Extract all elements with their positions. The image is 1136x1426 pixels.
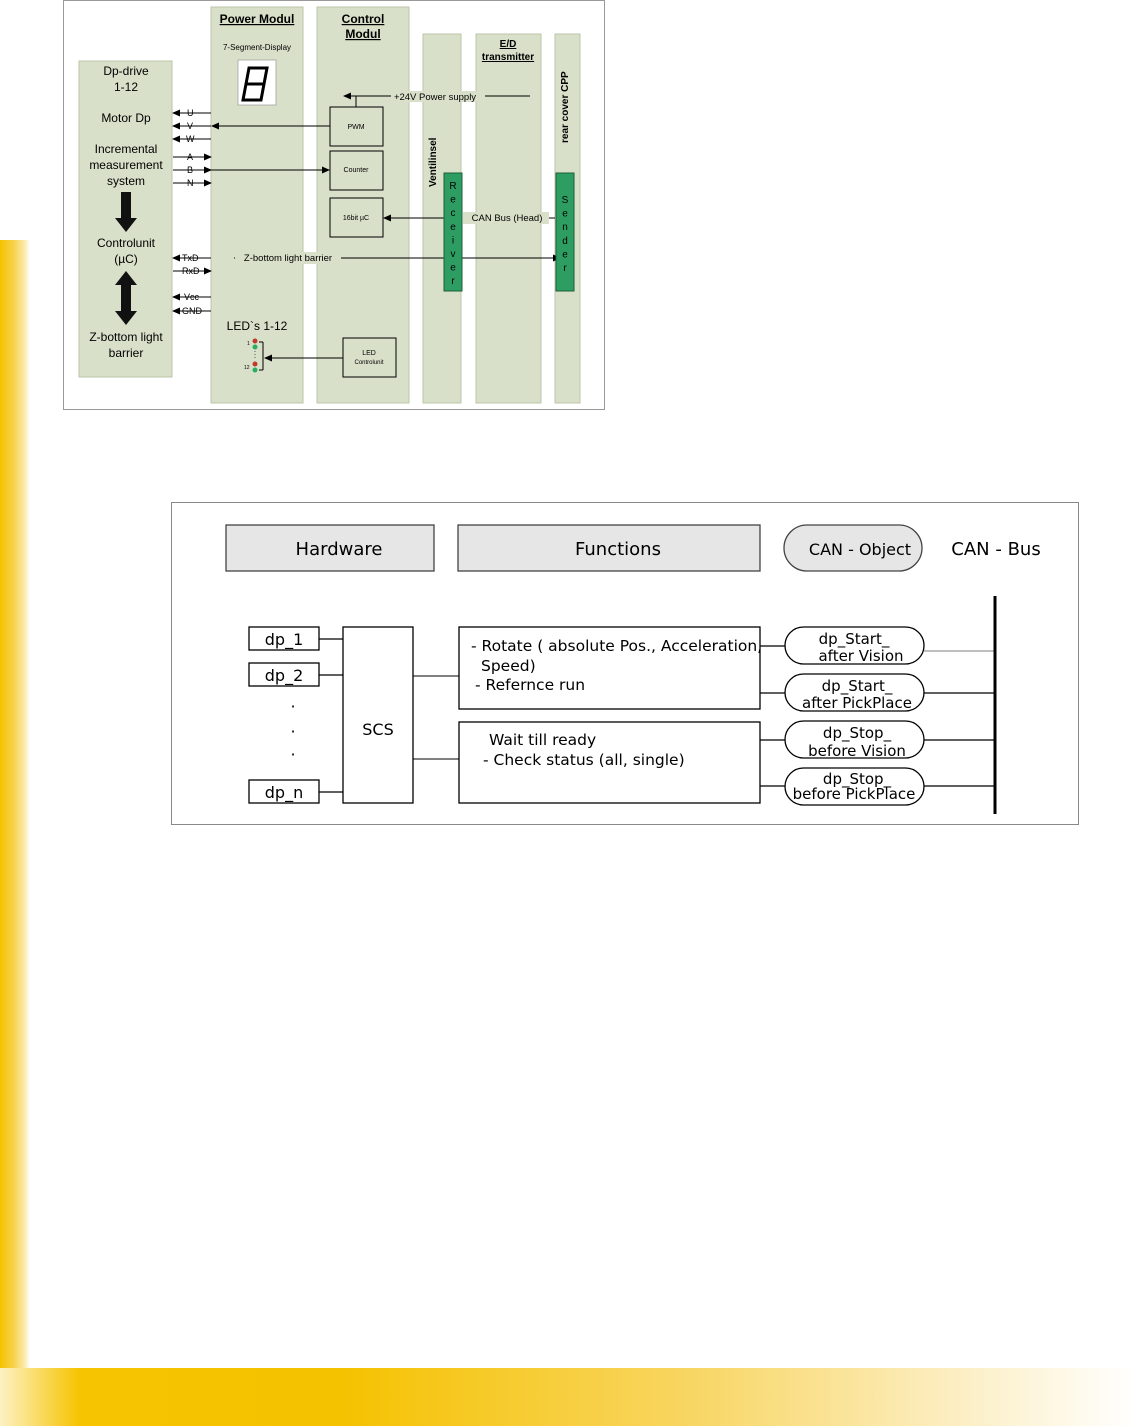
signal-gnd: GND [182,306,202,316]
receiver-letter: R [449,181,457,192]
power-module-title: Power Modul [219,12,295,26]
signal-b: B [187,165,194,175]
hardware-dp-n-label: dp_n [264,783,304,802]
power-supply-label: +24V Power supply [393,92,477,103]
hardware-dp-2-label: dp_2 [264,666,304,685]
incremental-label-line3: system [106,174,146,188]
function-wait-line2: - Check status (all, single) [483,751,685,769]
controlunit-label-line2: (µC) [114,252,138,266]
receiver-letter: v [450,249,456,260]
can-object-3-line1: dp_Stop_ [822,724,892,742]
counter-label: Counter [343,167,369,174]
rear-cover-title: rear cover CPP [560,71,571,143]
signal-u: U [187,108,194,118]
ellipsis-dot-2: · [290,722,296,741]
block-diagram [63,0,606,411]
zbottom-label-line2: barrier [108,346,144,360]
signal-n: N [187,178,194,188]
incremental-label-line1: Incremental [94,142,158,156]
led-controlunit-label-line2: Controlunit [354,360,384,366]
can-object-2-line2: after PickPlace [802,694,912,712]
can-object-4-line1: dp_Stop_ [822,770,892,788]
can-object-1-line2: after Vision [818,647,904,665]
led-index-last: 12 [244,365,250,371]
function-rotate-line2: Speed) [481,657,536,675]
signal-rxd: RxD [182,266,200,276]
scs-box [343,627,413,803]
ventilinsel-title: Ventilinsel [428,137,439,187]
left-accent-bar [0,240,30,1426]
sender-letter: e [562,249,568,261]
can-object-3-line2: before Vision [808,742,906,760]
motor-label: Motor Dp [101,111,151,125]
led-index-first: 1 [247,341,250,347]
receiver-letter: e [450,262,456,274]
dp-drive-title-line1: Dp-drive [103,64,149,78]
can-object-1-line1: dp_Start_ [818,630,890,648]
sender-letter: r [563,263,567,274]
sender-letter: e [562,208,568,220]
receiver-letter: i [451,235,455,247]
legend-can-bus: CAN - Bus [951,539,1041,560]
legend-hardware: Hardware [295,539,383,560]
receiver-letter: e [450,221,456,233]
incremental-label-line2: measurement [89,158,163,172]
function-rotate-line1: - Rotate ( absolute Pos., Acceleration, [471,637,763,655]
signal-w: W [186,134,195,144]
can-bus-head-label: CAN Bus (Head) [471,213,543,224]
zbottom-label-line1: Z-bottom light [89,330,163,344]
dp-drive-title-line2: 1-12 [113,80,139,94]
seven-segment-label: 7-Segment-Display [222,43,292,52]
receiver-letter: c [450,208,456,220]
can-object-2-line1: dp_Start_ [821,677,893,695]
sender-letter: n [562,222,568,234]
bottom-accent-bar [0,1368,1136,1426]
hardware-dp-1-label: dp_1 [264,630,304,649]
receiver-letter: e [450,194,456,206]
function-rotate-line3: - Refernce run [475,676,586,694]
led-controlunit-block [343,338,396,377]
scs-label: SCS [362,720,394,739]
can-object-diagram [171,502,1081,827]
legend-functions: Functions [575,539,661,560]
controlunit-label-line1: Controlunit [96,236,156,250]
microcontroller-label: 16bit µC [342,215,370,222]
function-wait-line1: Wait till ready [489,731,597,749]
signal-txd: TxD [182,253,199,263]
sender-letter: d [562,235,568,247]
legend-can-object: CAN - Object [808,540,912,559]
signal-v: V [187,121,194,131]
ellipsis-dot-3: · [290,745,296,764]
ed-transmitter-title-line2: transmitter [481,52,535,63]
signal-vcc: Vcc [184,292,200,302]
receiver-letter: r [451,276,455,288]
led-controlunit-label-line1: LED [362,350,376,357]
signal-a: A [187,152,194,162]
leds-label: LED`s 1-12 [226,319,288,333]
pwm-label: PWM [347,124,365,131]
sender-letter: S [561,195,569,206]
zbottom-signal-label: Z-bottom light barrier [243,253,333,264]
can-object-4-line2: before PickPlace [792,785,916,803]
control-module-title-line1: Control [341,12,385,26]
ellipsis-dot-1: · [290,697,296,716]
ed-transmitter-title-line1: E/D [499,39,517,50]
control-module-title-line2: Modul [345,27,381,41]
